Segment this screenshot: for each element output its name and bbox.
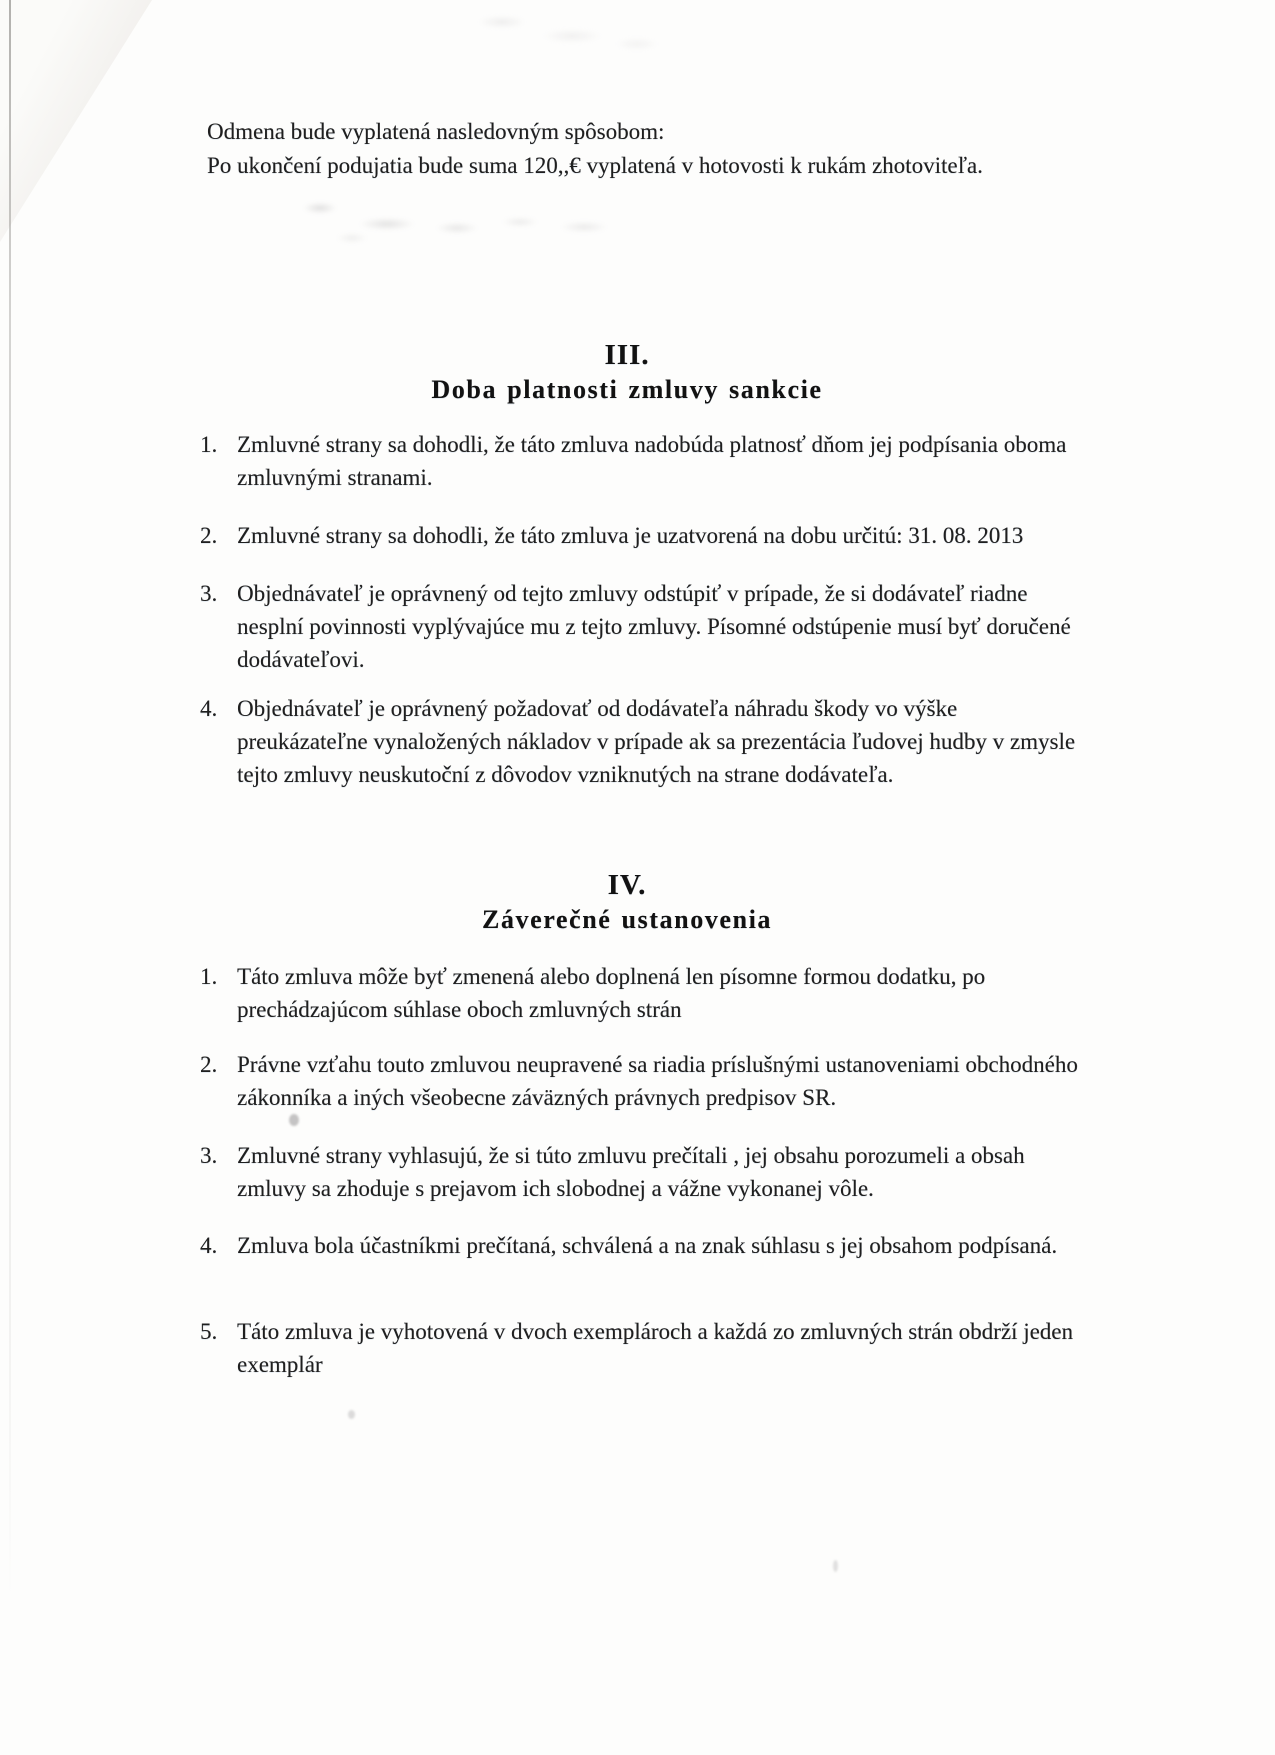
list-item <box>200 1229 1085 1262</box>
scan-speck <box>289 1114 299 1126</box>
scan-speck <box>833 1560 838 1572</box>
item-text: Zmluvné strany sa dohodli, že táto zmluva nadobúda platnosť dňom jej podpísania oboma zmluvnými stranami. <box>237 432 1067 490</box>
list-item <box>200 1139 1085 1205</box>
item-text: Zmluvné strany vyhlasujú, že si túto zmluvu prečítali , jej obsahu porozumeli a obsah zmluvy sa zhoduje s prejavom ich slobodnej a vážne vykonanej vôle. <box>237 1143 1025 1201</box>
section-iii-heading <box>187 338 1067 407</box>
item-number: 2. <box>200 523 218 548</box>
list-item <box>200 960 1085 1026</box>
item-text: Objednávateľ je oprávnený požadovať od dodávateľa náhradu škody vo výške preukázateľne vynaložených nákladov v prípade ak sa prezentácia ľudovej hudby v zmysle tejto zmluvy neuskutoční z dôvodov vzniknutých na strane dodávateľa. <box>237 696 1076 787</box>
scan-ghost-text-smudge <box>292 194 622 246</box>
item-text: Zmluva bola účastníkmi prečítaná, schválená a na znak súhlasu s jej obsahom podpísaná. <box>237 1233 1058 1258</box>
item-text: Táto zmluva môže byť zmenená alebo doplnená len písomne formou dodatku, po prechádzajúcom súhlase oboch zmluvných strán <box>237 964 986 1022</box>
item-text: Právne vzťahu touto zmluvou neupravené sa riadia príslušnými ustanoveniami obchodného zákonníka a iných všeobecne záväzných právnych predpisov SR. <box>237 1052 1078 1110</box>
item-number: 1. <box>200 432 218 457</box>
payment-intro-line-2: Po ukončení podujatia bude suma 120,,€ vyplatená v hotovosti k rukám zhotoviteľa. <box>207 153 983 178</box>
section-iii-title: Doba platnosti zmluvy sankcie <box>431 375 823 404</box>
section-iv-heading <box>187 868 1067 937</box>
list-item <box>200 692 1085 791</box>
item-number: 2. <box>200 1052 218 1077</box>
payment-intro-paragraph <box>207 115 983 183</box>
item-text: Zmluvné strany sa dohodli, že táto zmluva je uzatvorená na dobu určitú: 31. 08. 2013 <box>237 523 1024 548</box>
list-item <box>200 577 1085 676</box>
item-text: Táto zmluva je vyhotovená v dvoch exemplároch a každá zo zmluvných strán obdrží jeden exemplár <box>237 1319 1073 1377</box>
scan-edge-line <box>9 0 11 1600</box>
section-iv-title: Záverečné ustanovenia <box>481 905 773 934</box>
list-item <box>200 1048 1085 1114</box>
scan-corner-fold <box>0 0 152 242</box>
item-text: Objednávateľ je oprávnený od tejto zmluvy odstúpiť v prípade, že si dodávateľ riadne nesplní povinnosti vyplývajúce mu z tejto zmluvy. Písomné odstúpenie musí byť doručené dodávateľovi. <box>237 581 1071 672</box>
section-iv-number: IV. <box>607 869 647 901</box>
item-number: 3. <box>200 581 218 606</box>
list-item <box>200 519 1085 552</box>
payment-intro-line-1: Odmena bude vyplatená nasledovným spôsobom: <box>207 119 665 144</box>
section-iii-number: III. <box>604 339 650 371</box>
item-number: 4. <box>200 696 218 721</box>
item-number: 4. <box>200 1233 218 1258</box>
list-item <box>200 428 1085 494</box>
scan-top-smudge <box>462 6 682 58</box>
item-number: 3. <box>200 1143 218 1168</box>
list-item <box>200 1315 1085 1381</box>
item-number: 5. <box>200 1319 218 1344</box>
item-number: 1. <box>200 964 218 989</box>
scan-speck <box>348 1410 355 1419</box>
